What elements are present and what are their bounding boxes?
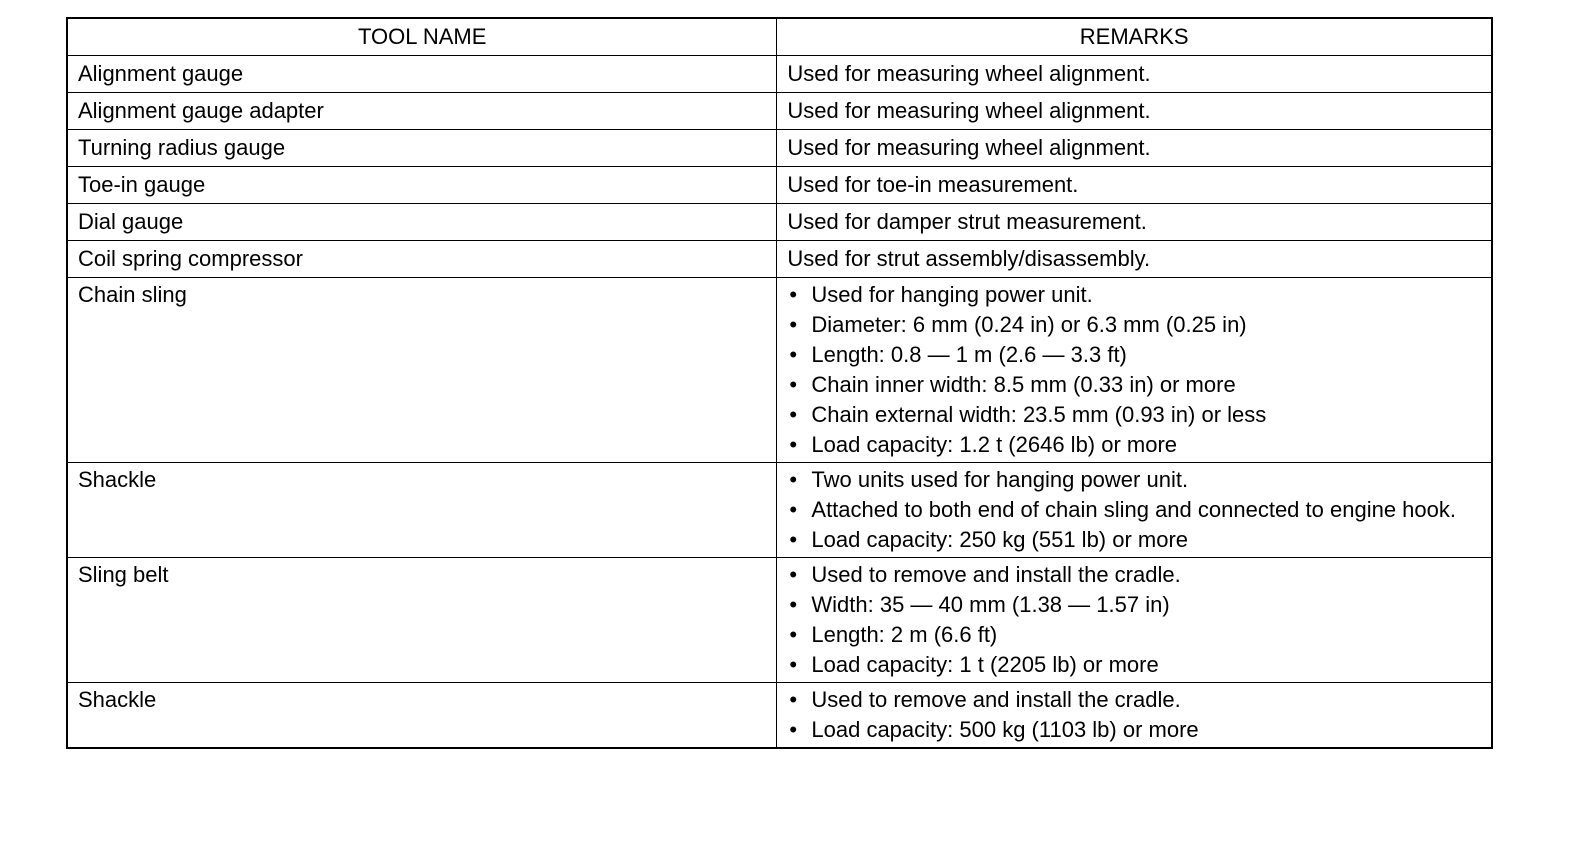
remark-text: Used for measuring wheel alignment. <box>787 61 1151 86</box>
remark-bullet-item <box>787 340 1481 370</box>
remark-text: Used to remove and install the cradle. <box>811 562 1181 587</box>
remark-text: Load capacity: 1 t (2205 lb) or more <box>811 652 1159 677</box>
remark-text: Diameter: 6 mm (0.24 in) or 6.3 mm (0.25 in) <box>811 312 1247 337</box>
bullet-icon: • <box>789 592 798 617</box>
remark-bullet-item <box>787 280 1481 310</box>
remark-text: Used for hanging power unit. <box>811 282 1093 307</box>
remarks-cell <box>777 558 1492 683</box>
remark-bullet-item <box>787 715 1481 745</box>
remark-text: Used for strut assembly/disassembly. <box>787 246 1151 271</box>
bullet-icon: • <box>789 687 798 712</box>
tool-name-cell: Sling belt <box>67 558 777 683</box>
remarks-cell <box>777 278 1492 463</box>
tool-name-cell: Toe-in gauge <box>67 167 777 204</box>
table-row <box>67 241 1492 278</box>
table-row <box>67 278 1492 463</box>
bullet-icon: • <box>789 312 798 337</box>
bullet-icon: • <box>789 652 798 677</box>
remark-text: Load capacity: 250 kg (551 lb) or more <box>811 527 1189 552</box>
table-row <box>67 167 1492 204</box>
remark-text: Load capacity: 1.2 t (2646 lb) or more <box>811 432 1178 457</box>
table-row <box>67 93 1492 130</box>
bullet-icon: • <box>789 282 798 307</box>
tool-name-cell: Dial gauge <box>67 204 777 241</box>
remark-bullet-item <box>787 560 1481 590</box>
bullet-icon: • <box>789 527 798 552</box>
remark-bullet-item <box>787 525 1481 555</box>
tool-name-cell: Turning radius gauge <box>67 130 777 167</box>
remark-bullet-item <box>787 430 1481 460</box>
bullet-icon: • <box>789 402 798 427</box>
tool-name-cell: Alignment gauge adapter <box>67 93 777 130</box>
remark-bullet-item <box>787 370 1481 400</box>
remark-text: Used for measuring wheel alignment. <box>787 98 1151 123</box>
remarks-cell <box>777 56 1492 93</box>
tool-name-cell: Coil spring compressor <box>67 241 777 278</box>
remarks-cell <box>777 241 1492 278</box>
bullet-icon: • <box>789 562 798 587</box>
remark-text: Length: 0.8 — 1 m (2.6 — 3.3 ft) <box>811 342 1127 367</box>
bullet-icon: • <box>789 497 798 522</box>
remark-bullet-item <box>787 310 1481 340</box>
remark-bullet-item <box>787 685 1481 715</box>
bullet-icon: • <box>789 717 798 742</box>
remark-text: Used for measuring wheel alignment. <box>787 135 1151 160</box>
remarks-cell <box>777 683 1492 749</box>
remark-bullet-item <box>787 620 1481 650</box>
bullet-icon: • <box>789 622 798 647</box>
table-row <box>67 558 1492 683</box>
remark-bullet-item <box>787 650 1481 680</box>
header-remarks: REMARKS <box>777 18 1492 56</box>
tool-name-cell: Chain sling <box>67 278 777 463</box>
tool-name-cell: Shackle <box>67 463 777 558</box>
remark-bullet-item <box>787 465 1481 495</box>
bullet-icon: • <box>789 342 798 367</box>
remarks-cell <box>777 167 1492 204</box>
bullet-icon: • <box>789 372 798 397</box>
remark-text: Length: 2 m (6.6 ft) <box>811 622 998 647</box>
remarks-cell <box>777 463 1492 558</box>
table-row <box>67 204 1492 241</box>
remark-text: Attached to both end of chain sling and connected to engine hook. <box>811 497 1456 522</box>
tool-name-cell: Alignment gauge <box>67 56 777 93</box>
table-body <box>67 56 1492 749</box>
remarks-cell <box>777 130 1492 167</box>
remark-bullet-item <box>787 400 1481 430</box>
remark-text: Used for damper strut measurement. <box>787 209 1147 234</box>
header-tool-name: TOOL NAME <box>67 18 777 56</box>
tool-table <box>66 17 1493 749</box>
bullet-icon: • <box>789 467 798 492</box>
remark-text: Chain external width: 23.5 mm (0.93 in) or less <box>811 402 1267 427</box>
tool-name-cell: Shackle <box>67 683 777 749</box>
table-row <box>67 683 1492 749</box>
remark-text: Used to remove and install the cradle. <box>811 687 1181 712</box>
remark-text: Load capacity: 500 kg (1103 lb) or more <box>811 717 1199 742</box>
remark-text: Two units used for hanging power unit. <box>811 467 1189 492</box>
remark-text: Width: 35 — 40 mm (1.38 — 1.57 in) <box>811 592 1170 617</box>
table-row <box>67 56 1492 93</box>
table-row <box>67 463 1492 558</box>
remark-text: Used for toe-in measurement. <box>787 172 1079 197</box>
remark-bullet-item <box>787 590 1481 620</box>
bullet-icon: • <box>789 432 798 457</box>
table-row <box>67 130 1492 167</box>
remark-bullet-item <box>787 495 1481 525</box>
header-row <box>67 18 1492 56</box>
remarks-cell <box>777 204 1492 241</box>
remark-text: Chain inner width: 8.5 mm (0.33 in) or more <box>811 372 1236 397</box>
remarks-cell <box>777 93 1492 130</box>
